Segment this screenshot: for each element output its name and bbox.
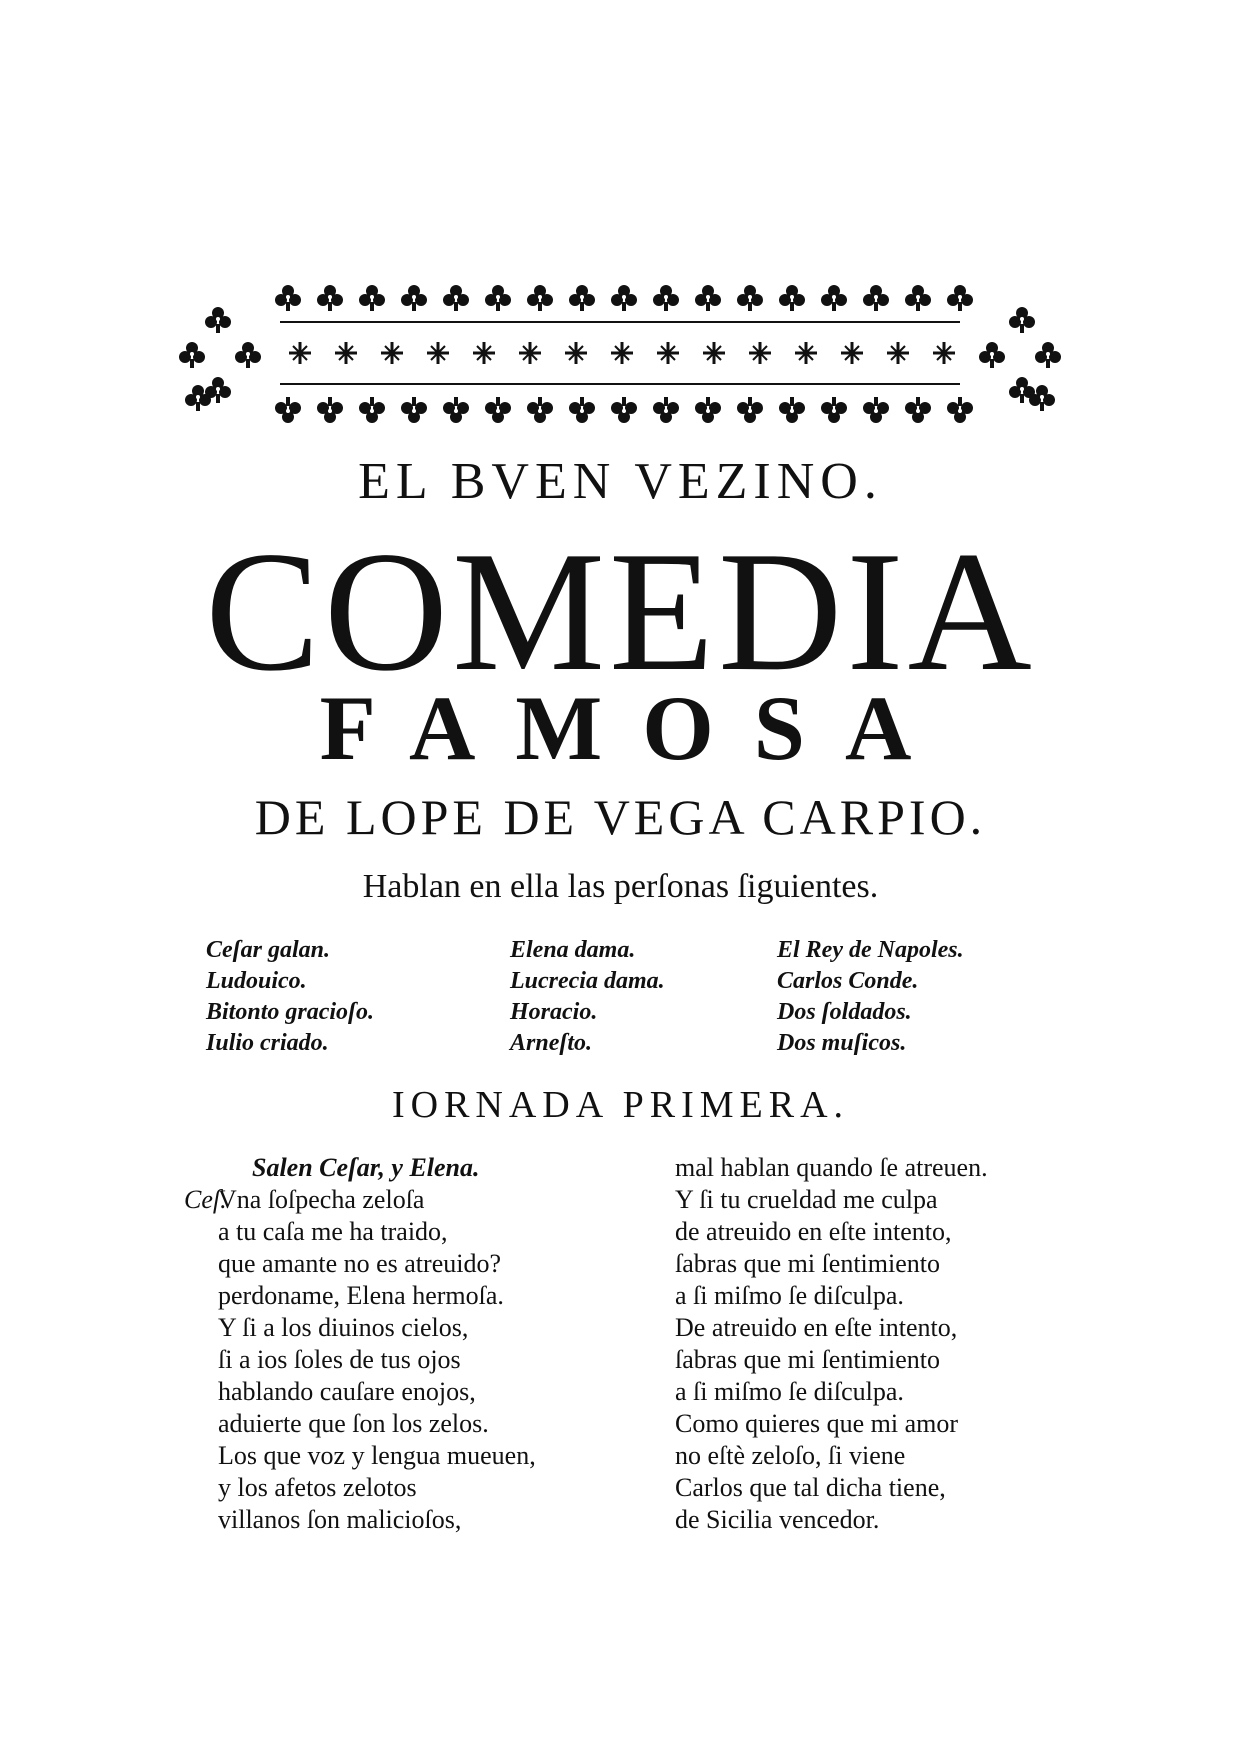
main-title: COMEDIA	[205, 517, 1036, 707]
verse-line: Y ſi tu crueldad me culpa	[675, 1185, 938, 1214]
cross-star-icon	[565, 342, 587, 364]
trefoil-icon	[779, 285, 805, 311]
cast-member: Lucrecia dama.	[510, 968, 665, 994]
trefoil-icon	[863, 397, 889, 423]
verse-line: Los que voz y lengua mueuen,	[218, 1441, 536, 1470]
cast-member: Arneſto.	[510, 1030, 593, 1056]
cast-member: Horacio.	[510, 999, 598, 1025]
author-line: DE LOPE DE VEGA CARPIO.	[254, 789, 987, 845]
trefoil-icon	[569, 285, 595, 311]
trefoil-icon	[947, 397, 973, 423]
stage-direction: Salen Ceſar, y Elena.	[252, 1153, 480, 1182]
cast-member: Elena dama.	[510, 937, 636, 963]
cast-column-2	[510, 935, 665, 1059]
verse-line	[184, 1184, 536, 1216]
verse-line-text: Vna ſoſpecha zeloſa	[218, 1185, 425, 1214]
cross-star-icon	[841, 342, 863, 364]
trefoil-icon	[527, 397, 553, 423]
verse-line: a tu caſa me ha traido,	[218, 1217, 448, 1246]
decorative-ornament-band	[170, 268, 1070, 443]
cast-member: El Rey de Napoles.	[777, 937, 964, 963]
trefoil-icon	[485, 285, 511, 311]
verse-line: a ſi miſmo ſe diſculpa.	[675, 1377, 904, 1406]
cross-star-icon	[519, 342, 541, 364]
cross-star-icon	[335, 342, 357, 364]
verse-line: que amante no es atreuido?	[218, 1249, 501, 1278]
verse-line: ſabras que mi ſentimiento	[675, 1249, 940, 1278]
verse-column-left	[184, 1152, 536, 1536]
trefoil-icon	[821, 285, 847, 311]
characters-intro: Hablan en ella las perſonas ſiguientes.	[362, 868, 879, 905]
trefoil-icon	[359, 285, 385, 311]
cast-member: Carlos Conde.	[777, 968, 919, 994]
verse-line: y los afetos zelotos	[218, 1473, 417, 1502]
trefoil-icon	[569, 397, 595, 423]
trefoil-icon	[401, 285, 427, 311]
verse-line: Y ſi a los diuinos cielos,	[218, 1313, 469, 1342]
cast-column-1	[206, 935, 374, 1059]
verse-line: de atreuido en eſte intento,	[675, 1217, 952, 1246]
verse-line: mal hablan quando ſe atreuen.	[675, 1153, 988, 1182]
verse-line: villanos ſon malicioſos,	[218, 1505, 462, 1534]
trefoil-icon	[737, 285, 763, 311]
trefoil-icon	[485, 397, 511, 423]
trefoil-icon	[401, 397, 427, 423]
verse-line: De atreuido en eſte intento,	[675, 1313, 958, 1342]
trefoil-icon	[317, 285, 343, 311]
verse-line: ſabras que mi ſentimiento	[675, 1345, 940, 1374]
trefoil-icon	[275, 285, 301, 311]
trefoil-icon	[905, 397, 931, 423]
cross-star-icon	[611, 342, 633, 364]
cross-star-icon	[473, 342, 495, 364]
trefoil-icon	[737, 397, 763, 423]
trefoil-icon	[947, 285, 973, 311]
cross-star-icon	[703, 342, 725, 364]
play-title-line: EL BVEN VEZINO.	[358, 453, 883, 510]
trefoil-icon	[821, 397, 847, 423]
verse-line: hablando cauſare enojos,	[218, 1377, 476, 1406]
act-heading: IORNADA PRIMERA.	[391, 1084, 850, 1126]
trefoil-icon	[695, 285, 721, 311]
cross-star-icon	[289, 342, 311, 364]
trefoil-icon	[359, 397, 385, 423]
cast-member: Bitonto gracioſo.	[206, 999, 375, 1025]
cross-star-icon	[657, 342, 679, 364]
verse-line: aduierte que ſon los zelos.	[218, 1409, 489, 1438]
cast-member: Dos ſoldados.	[777, 999, 912, 1025]
cast-column-3	[777, 935, 964, 1059]
trefoil-icon	[695, 397, 721, 423]
trefoil-icon	[443, 397, 469, 423]
subtitle: FAMOSA	[319, 677, 952, 779]
trefoil-icon	[443, 285, 469, 311]
verse-line: no eſtè zeloſo, ſi viene	[675, 1441, 906, 1470]
speaker-label: Ceſ.	[184, 1185, 227, 1214]
verse-column-right	[675, 1152, 988, 1536]
verse-line: Como quieres que mi amor	[675, 1409, 959, 1438]
verse-line: de Sicilia vencedor.	[675, 1505, 880, 1534]
verse-line: a ſi miſmo ſe diſculpa.	[675, 1281, 904, 1310]
trefoil-icon	[317, 397, 343, 423]
cast-member: Ceſar galan.	[206, 937, 331, 963]
cross-star-icon	[749, 342, 771, 364]
cross-star-icon	[933, 342, 955, 364]
cast-member: Iulio criado.	[206, 1030, 329, 1056]
cross-star-icon	[427, 342, 449, 364]
cross-star-icon	[381, 342, 403, 364]
cross-star-icon	[887, 342, 909, 364]
verse-line: perdoname, Elena hermoſa.	[218, 1281, 504, 1310]
cast-member: Ludouico.	[206, 968, 307, 994]
cast-member: Dos muſicos.	[777, 1030, 907, 1056]
trefoil-icon	[611, 397, 637, 423]
trefoil-icon	[779, 397, 805, 423]
cross-star-icon	[795, 342, 817, 364]
trefoil-icon	[905, 285, 931, 311]
trefoil-icon	[653, 397, 679, 423]
trefoil-icon	[653, 285, 679, 311]
verse-line: Carlos que tal dicha tiene,	[675, 1473, 946, 1502]
trefoil-icon	[527, 285, 553, 311]
verse-line: ſi a ios ſoles de tus ojos	[218, 1345, 461, 1374]
trefoil-icon	[611, 285, 637, 311]
trefoil-icon	[863, 285, 889, 311]
trefoil-icon	[275, 397, 301, 423]
